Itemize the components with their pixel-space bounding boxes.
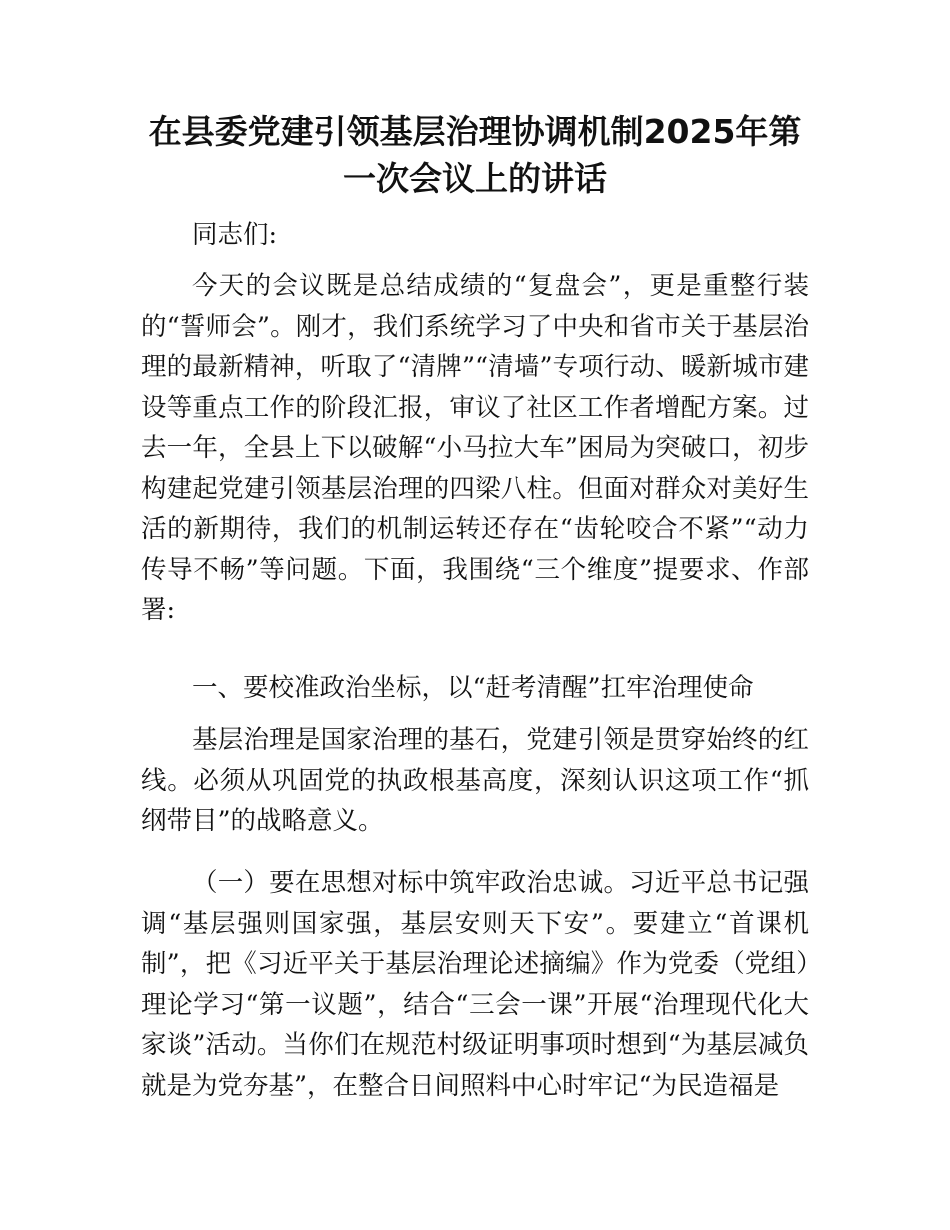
section-heading-1: 一、要校准政治坐标，以“赶考清醒”扛牢治理使命: [192, 673, 754, 703]
paragraph-opening: 今天的会议既是总结成绩的“复盘会”，更是重整行装的“誓师会”。刚才，我们系统学习了中央和省市关于基层治理的最新精神，听取了“清牌”“清墙”专项行动、暖新城市建设等重点工作的阶段汇报，审议了社区工作者增配方案。过去一年，全县上下以破解“小马拉大车”困局为突破口，初步构建起党建引领基层治理的四梁八柱。但面对群众对美好生活的新期待，我们的机制运转还存在“齿轮咬合不紧”“动力传导不畅”等问题。下面，我围绕“三个维度”提要求、作部署:: [141, 271, 809, 625]
paragraph-section-1-intro: 基层治理是国家治理的基石，党建引领是贯穿始终的红线。必须从巩固党的执政根基高度，深刻认识这项工作“抓纲带目”的战略意义。: [141, 725, 809, 836]
salutation: 同志们:: [192, 220, 278, 250]
paragraph-subsection-1: （一）要在思想对标中筑牢政治忠诚。习近平总书记强调“基层强则国家强，基层安则天下安”。要建立“首课机制”，把《习近平关于基层治理论述摘编》作为党委（党组）理论学习“第一议题”，结合“三会一课”开展“治理现代化大家谈”活动。当你们在规范村级证明事项时想到“为基层减负就是为党夯基”，在整合日间照料中心时牢记“为民造福是: [141, 868, 809, 1101]
document-title: 在县委党建引领基层治理协调机制2025年第一次会议上的讲话: [148, 112, 802, 198]
